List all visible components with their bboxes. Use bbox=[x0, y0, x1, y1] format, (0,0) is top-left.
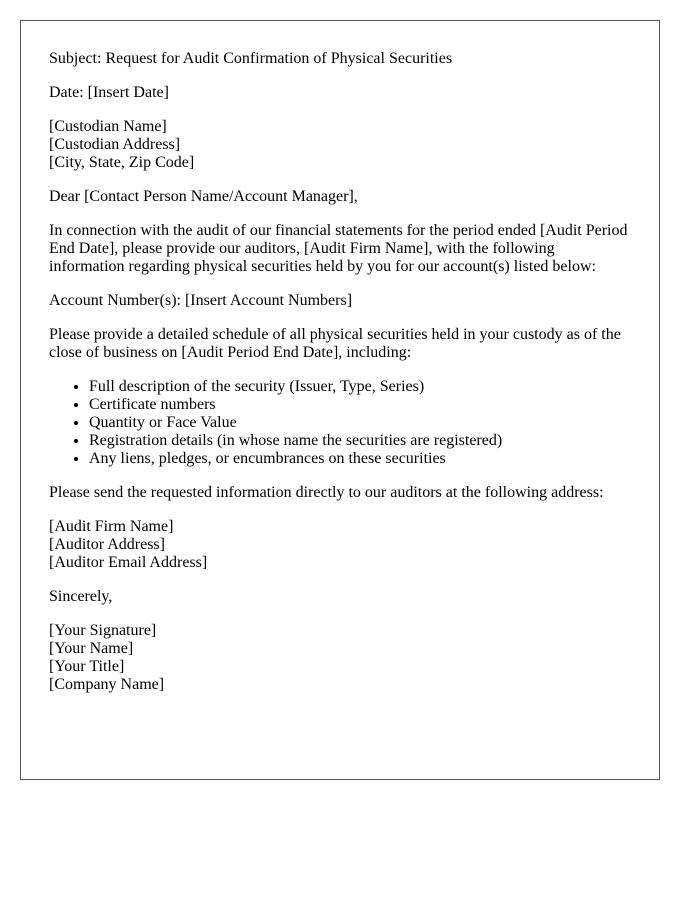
custodian-city: [City, State, Zip Code] bbox=[49, 154, 195, 171]
list-item: • Quantity or Face Value bbox=[89, 414, 631, 432]
custodian-address-block bbox=[49, 118, 631, 172]
audit-firm-name: [Audit Firm Name] bbox=[49, 518, 174, 535]
salutation: Dear [Contact Person Name/Account Manager], bbox=[49, 188, 358, 205]
account-numbers-line: Account Number(s): [Insert Account Numbers] bbox=[49, 292, 353, 309]
letter-page bbox=[20, 20, 660, 780]
subject-line: Subject: Request for Audit Confirmation of Physical Securities bbox=[49, 50, 453, 67]
closing-line: Sincerely, bbox=[49, 588, 113, 605]
required-details-list bbox=[49, 378, 631, 468]
list-item: • Certificate numbers bbox=[89, 396, 631, 414]
list-item: • Registration details (in whose name the securities are registered) bbox=[89, 432, 631, 450]
send-instruction-paragraph: Please send the requested information directly to our auditors at the following address: bbox=[49, 484, 604, 501]
auditor-address: [Auditor Address] bbox=[49, 536, 165, 553]
custodian-name: [Custodian Name] bbox=[49, 118, 167, 135]
list-item: • Full description of the security (Issuer, Type, Series) bbox=[89, 378, 631, 396]
company-name: [Company Name] bbox=[49, 676, 165, 693]
auditor-email: [Auditor Email Address] bbox=[49, 554, 208, 571]
signature-block bbox=[49, 622, 631, 694]
custodian-address: [Custodian Address] bbox=[49, 136, 181, 153]
intro-paragraph: In connection with the audit of our financial statements for the period ended [Audit Period End Date], please provide our auditors, [Audit Firm Name], with the following information regarding physical securities held by you for our account(s) listed below: bbox=[49, 222, 628, 275]
schedule-request-paragraph: Please provide a detailed schedule of all physical securities held in your custody as of the close of business on [Audit Period End Date], including: bbox=[49, 326, 621, 361]
signer-name: [Your Name] bbox=[49, 640, 134, 657]
signer-title: [Your Title] bbox=[49, 658, 125, 675]
signature-placeholder: [Your Signature] bbox=[49, 622, 157, 639]
list-item: • Any liens, pledges, or encumbrances on these securities bbox=[89, 450, 631, 468]
date-line: Date: [Insert Date] bbox=[49, 84, 169, 101]
auditor-address-block bbox=[49, 518, 631, 572]
